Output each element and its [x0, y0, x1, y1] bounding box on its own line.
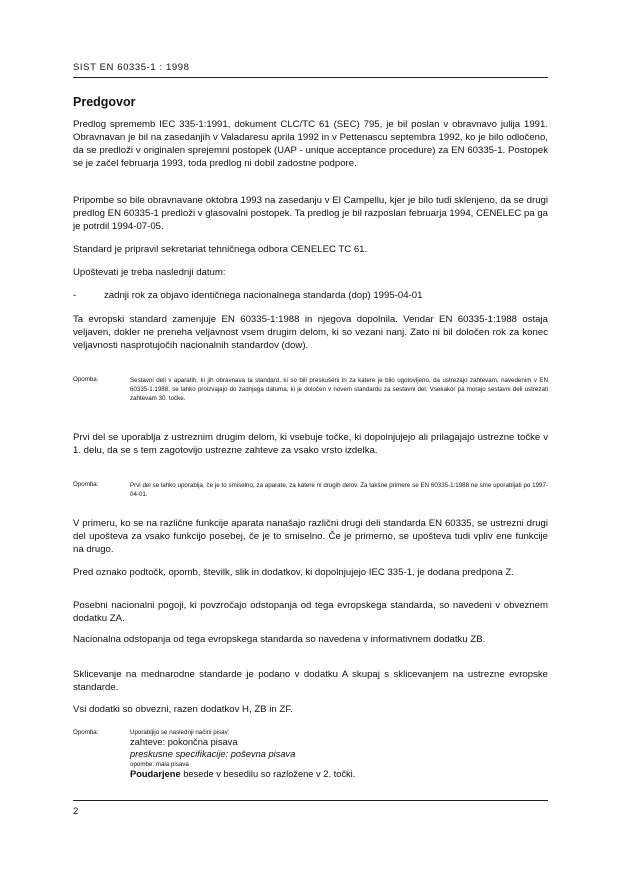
paragraph-11: Sklicevanje na mednarodne standarde je podano v dodatku A skupaj s sklicevanjem na ustrezne evropske standarde. — [73, 669, 548, 694]
legend-italic: preskusne specifikacije: poševna pisava — [130, 748, 296, 759]
font-legend — [130, 728, 548, 781]
document-header: SIST EN 60335-1 : 1998 — [73, 62, 190, 73]
list-item: zadnji rok za objavo identičnega nacionalnega standarda (dop) 1995-04-01 — [104, 290, 423, 301]
paragraph-7: V primeru, ko se na različne funkcije aparata nanašajo različni drugi deli standarda EN 60335, se ustrezni drugi del upošteva za vsako funkcijo posebej, če je to smiselno. Če je primerno, se upošteva tudi vpliv ene funkcije na drugo. — [73, 518, 548, 556]
note-1-text: Sestavni deli v aparatih, ki jih obravnava ta standard, ki so bili preskušeni in za katere je bilo ugotovljeno, da ustrezajo zahtevam, navedenim v EN 60335-1:1988, se lahko proizvajajo do zadnjega datuma, ki je določen v novem standardu za sestavni del. Vsekakor pa morajo sestavni deli ustrezati zahtevam 30. točke. — [130, 377, 548, 402]
note-2-text: Prvi del se lahko uporablja, če je to smiselno, za aparate, za katere ni drugih delov. Za takšne primere se EN 60335-1:1988 ne sme uporabljati po 1997-04-01. — [130, 482, 548, 498]
paragraph-3: Standard je pripravil sekretariat tehničnega odbora CENELEC TC 61. — [73, 244, 368, 255]
paragraph-8: Pred oznako podtočk, opomb, številk, slik in dodatkov, ki dopolnjujejo IEC 335-1, je dodana predpona Z. — [73, 567, 514, 578]
header-divider — [73, 77, 548, 78]
legend-bold-line — [130, 769, 548, 781]
legend-upright: zahteve: pokončna pisava — [130, 737, 238, 747]
note-1-label: Opomba: — [73, 376, 99, 383]
footer-divider — [73, 800, 548, 801]
note-3-label: Opomba: — [73, 729, 99, 736]
paragraph-2: Pripombe so bile obravnavane oktobra 1993 na zasedanju v El Campellu, kjer je bilo tudi sklenjeno, da se drugi predlog EN 60335-1 predloži v glasovalni postopek. Ta predlog je bil razposlan februarja 1994, CENELEC pa ga je potrdil 1994-07-05. — [73, 195, 549, 233]
paragraph-4: Upoštevati je treba naslednji datum: — [73, 267, 226, 278]
legend-bold-word: Poudarjene — [130, 769, 181, 779]
paragraph-9: Posebni nacionalni pogoji, ki povzročajo odstopanja od tega evropskega standarda, so navedeni v obveznem dodatku ZA. — [73, 600, 548, 625]
section-title: Predgovor — [73, 95, 136, 109]
list-dash: - — [73, 290, 77, 301]
paragraph-1: Predlog sprememb IEC 335-1:1991, dokument CLC/TC 61 (SEC) 795, je bil poslan v obravnavo julija 1991. Obravnavan je bil na zasedanjih v Valadaresu aprila 1992 in v Pettenascu septembra 1992, ko je bilo odločeno, da se predloži v originalen sprejemni postopek (UAP - unique acceptance procedure) za EN 60335-1. Postopek se je začel februarja 1993, toda predlog ni dobil zadostne podpore. — [73, 119, 548, 170]
legend-intro: Uporabljijo se naslednji načini pisav: — [130, 729, 230, 736]
legend-small: opombe: mala pisava — [130, 761, 189, 768]
legend-bold-rest: besede v besedilu so razložene v 2. točki. — [180, 769, 356, 779]
paragraph-6: Prvi del se uporablja z ustreznim drugim delom, ki vsebuje točke, ki dopolnjujejo ali prilagajajo ustrezne točke v 1. delu, da se s tem zagotovijo ustrezne zahteve za vsako vrsto izdelka. — [73, 432, 548, 457]
note-2-label: Opomba: — [73, 481, 99, 488]
paragraph-10: Nacionalna odstopanja od tega evropskega standarda so navedena v informativnem dodatku ZB. — [73, 634, 486, 645]
document-page — [73, 0, 548, 877]
paragraph-12: Vsi dodatki so obvezni, razen dodatkov H, ZB in ZF. — [73, 704, 293, 715]
page-number: 2 — [73, 806, 79, 817]
paragraph-5: Ta evropski standard zamenjuje EN 60335-1:1988 in njegova dopolnila. Vendar EN 60335-1:1988 ostaja veljaven, dokler ne preneha veljavnost vsem drugim delom, ki so vezani nanj. Zato ni bil določen rok za konec veljavnosti nasprotujočih nacionalnih standardov (dow). — [73, 314, 548, 352]
